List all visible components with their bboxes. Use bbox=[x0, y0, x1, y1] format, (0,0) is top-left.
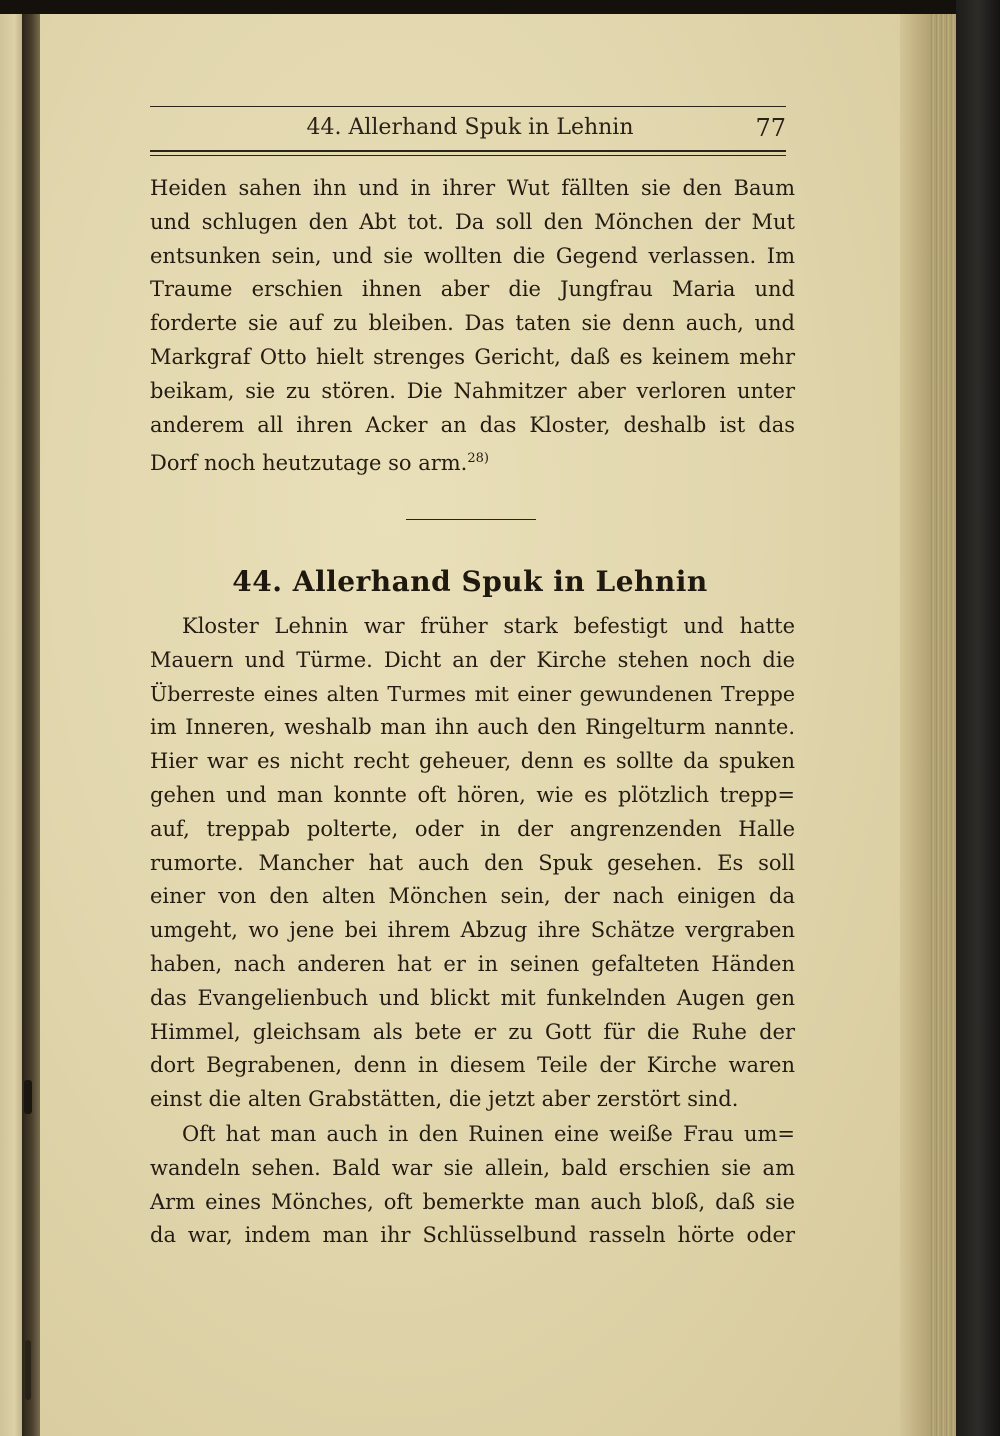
scan-top-edge bbox=[0, 0, 1000, 14]
text-line: Kloster Lehnin war früher stark befestigt und hatte bbox=[182, 614, 795, 638]
text-line: Traume erschien ihnen aber die Jungfrau Maria und bbox=[150, 277, 795, 302]
text-line: anderem all ihren Acker an das Kloster, deshalb ist das bbox=[150, 412, 795, 437]
text-line: das Evangelienbuch und blickt mit funkelnden Augen gen bbox=[150, 985, 795, 1010]
header-rule-top bbox=[150, 106, 786, 107]
section-heading: 44. Allerhand Spuk in Lehnin bbox=[232, 565, 708, 598]
text-line: Himmel, gleichsam als bete er zu Gott für die Ruhe der bbox=[150, 1019, 795, 1044]
text-line: wandeln sehen. Bald war sie allein, bald erschien sie am bbox=[150, 1155, 795, 1180]
text-line: auf, treppab polterte, oder in der angrenzenden Halle bbox=[150, 816, 795, 841]
facing-page-edge bbox=[0, 14, 24, 1436]
text-line: entsunken sein, und sie wollten die Gegend verlassen. Im bbox=[150, 243, 795, 268]
text-line: gehen und man konnte oft hören, wie es plötzlich trepp= bbox=[150, 782, 795, 807]
text-line: Hier war es nicht recht geheuer, denn es sollte da spuken bbox=[150, 749, 795, 774]
binding-mark bbox=[24, 1080, 32, 1114]
page-stack bbox=[930, 14, 956, 1436]
text-line: Mauern und Türme. Dicht an der Kirche stehen noch die bbox=[150, 647, 795, 672]
text-line: einst die alten Grabstätten, die jetzt aber zerstört sind. bbox=[150, 1087, 739, 1112]
text-line bbox=[150, 442, 795, 476]
text-line: forderte sie auf zu bleiben. Das taten sie denn auch, und bbox=[150, 311, 795, 336]
text-line: Oft hat man auch in den Ruinen eine weiße Frau um= bbox=[182, 1122, 795, 1146]
section-paragraph-1 bbox=[150, 610, 795, 1117]
text-line: im Inneren, weshalb man ihn auch den Ringelturm nannte. bbox=[150, 715, 795, 740]
continuation-paragraph bbox=[150, 172, 795, 476]
text-line-content: Dorf noch heutzutage so arm. bbox=[150, 451, 468, 476]
binding-mark bbox=[25, 1340, 31, 1400]
running-title: 44. Allerhand Spuk in Lehnin bbox=[306, 115, 634, 140]
text-line: und schlugen den Abt tot. Da soll den Mönchen der Mut bbox=[150, 209, 795, 234]
page-number: 77 bbox=[755, 114, 786, 142]
text-line: rumorte. Mancher hat auch den Spuk gesehen. Es soll bbox=[150, 850, 795, 875]
text-line: umgeht, wo jene bei ihrem Abzug ihre Schätze vergraben bbox=[150, 918, 795, 943]
text-line: Überreste eines alten Turmes mit einer gewundenen Treppe bbox=[150, 681, 795, 706]
section-paragraph-2 bbox=[150, 1118, 795, 1253]
text-line: dort Begrabenen, denn in diesem Teile der Kirche waren bbox=[150, 1053, 795, 1078]
text-line: haben, nach anderen hat er in seinen gefalteten Händen bbox=[150, 951, 795, 976]
book-cover bbox=[956, 0, 1000, 1436]
header-rule-bottom bbox=[150, 155, 786, 156]
text-line: Markgraf Otto hielt strenges Gericht, daß es keinem mehr bbox=[150, 344, 795, 369]
text-line: Arm eines Mönches, oft bemerkte man auch bloß, daß sie bbox=[150, 1189, 795, 1214]
text-line: da war, indem man ihr Schlüsselbund rasseln hörte oder bbox=[150, 1223, 795, 1248]
header-rule-bottom bbox=[150, 150, 786, 152]
footnote-ref: 28) bbox=[467, 451, 489, 467]
text-line: einer von den alten Mönchen sein, der nach einigen da bbox=[150, 884, 795, 909]
text-line: beikam, sie zu stören. Die Nahmitzer aber verloren unter bbox=[150, 378, 795, 403]
text-line: Heiden sahen ihn und in ihrer Wut fällten sie den Baum bbox=[150, 176, 795, 200]
section-divider bbox=[406, 519, 536, 520]
